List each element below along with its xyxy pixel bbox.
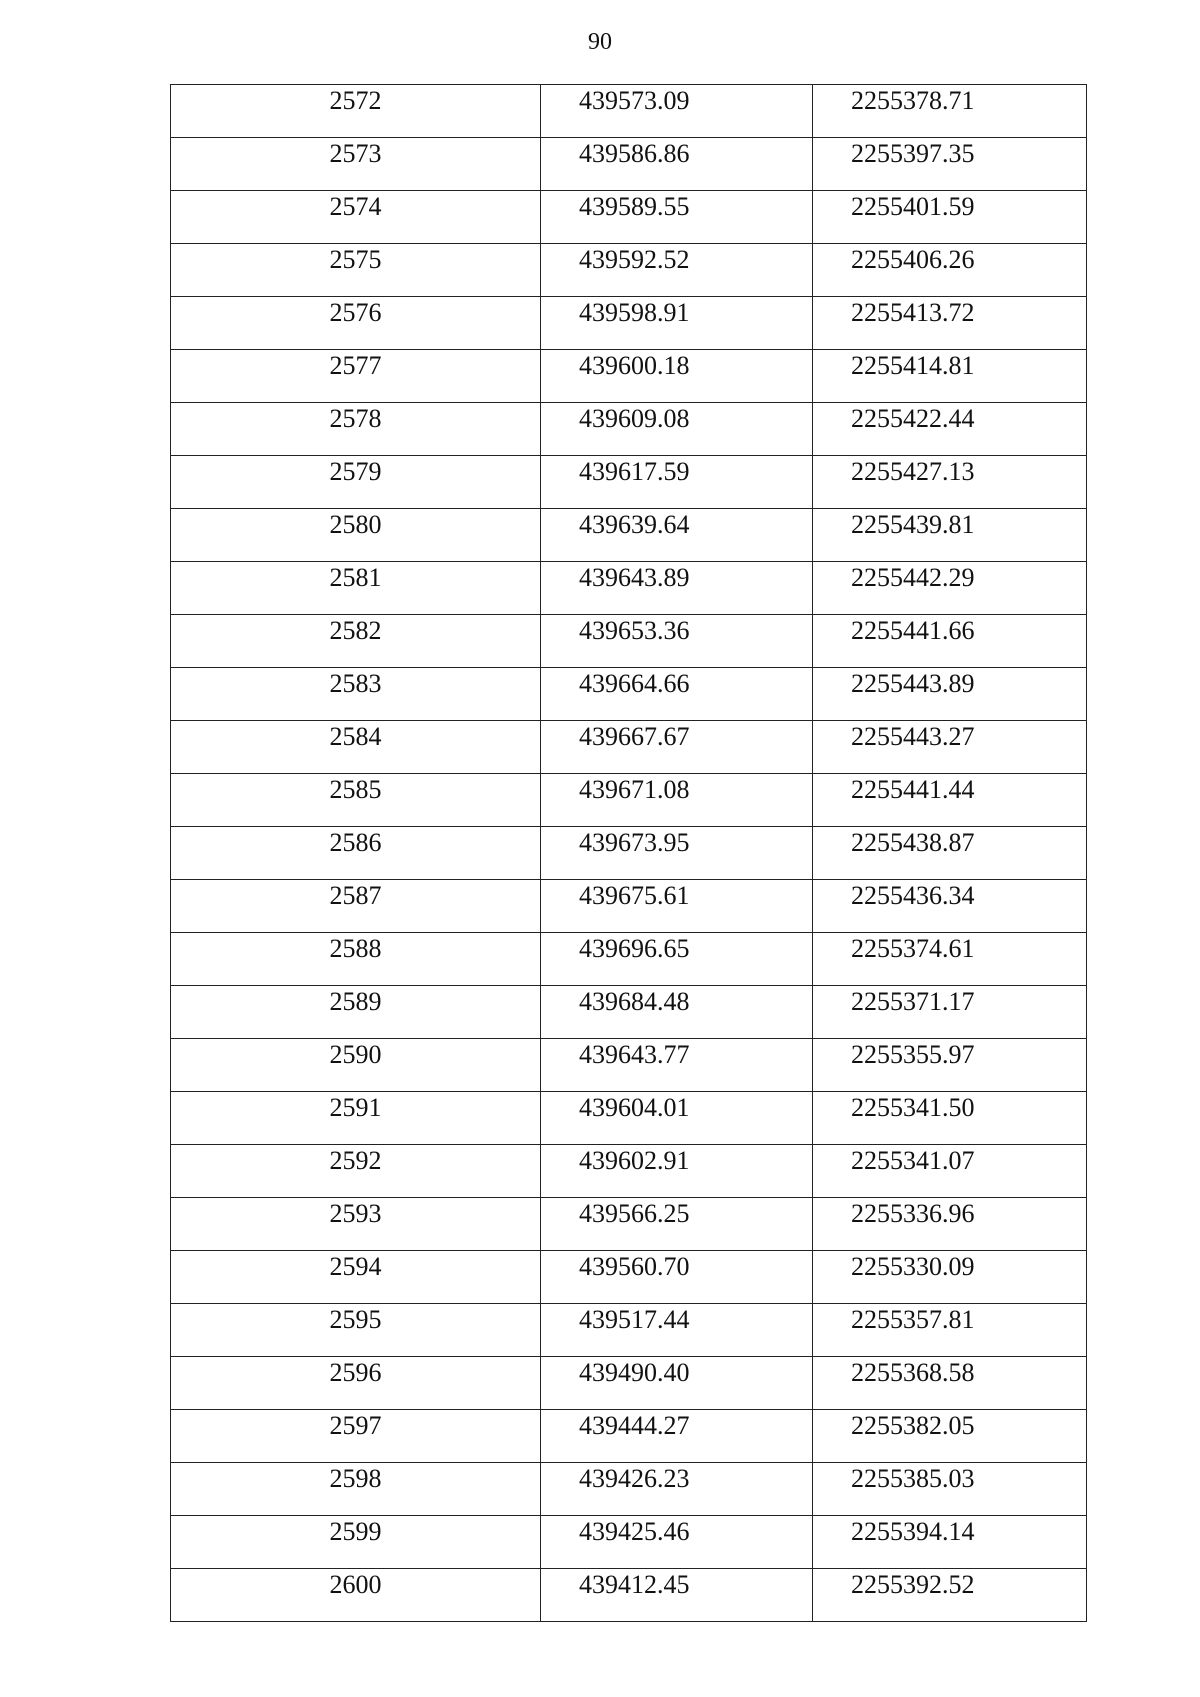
x-coordinate-cell	[541, 1516, 813, 1569]
y-coordinate-cell	[813, 880, 1087, 933]
cell-text: 2255441.66	[851, 616, 975, 645]
table-row	[171, 1516, 1087, 1569]
cell-text: 2578	[329, 404, 382, 433]
table-row	[171, 880, 1087, 933]
x-coordinate-cell	[541, 244, 813, 297]
cell-text: 2255414.81	[851, 351, 975, 380]
point-number-cell	[171, 933, 541, 986]
table-row	[171, 1569, 1087, 1622]
cell-text: 2590	[329, 1040, 382, 1069]
cell-text: 2255385.03	[851, 1464, 975, 1493]
cell-text: 2255443.27	[851, 722, 975, 751]
point-number-cell	[171, 1039, 541, 1092]
cell-text: 439425.46	[579, 1517, 690, 1546]
cell-text: 439566.25	[579, 1199, 690, 1228]
cell-text: 439573.09	[579, 86, 690, 115]
cell-text: 439602.91	[579, 1146, 690, 1175]
y-coordinate-cell	[813, 138, 1087, 191]
x-coordinate-cell	[541, 774, 813, 827]
point-number-cell	[171, 1569, 541, 1622]
cell-text: 2593	[329, 1199, 382, 1228]
cell-text: 2589	[329, 987, 382, 1016]
table-row	[171, 456, 1087, 509]
page-number: 90	[588, 29, 612, 55]
cell-text: 2587	[329, 881, 382, 910]
cell-text: 439586.86	[579, 139, 690, 168]
y-coordinate-cell	[813, 1516, 1087, 1569]
cell-text: 2255422.44	[851, 404, 975, 433]
cell-text: 2255442.29	[851, 563, 975, 592]
point-number-cell	[171, 244, 541, 297]
cell-text: 2588	[329, 934, 382, 963]
point-number-cell	[171, 191, 541, 244]
cell-text: 2255413.72	[851, 298, 975, 327]
point-number-cell	[171, 1516, 541, 1569]
table-row	[171, 509, 1087, 562]
y-coordinate-cell	[813, 244, 1087, 297]
x-coordinate-cell	[541, 562, 813, 615]
cell-text: 439684.48	[579, 987, 690, 1016]
table-row	[171, 933, 1087, 986]
cell-text: 439609.08	[579, 404, 690, 433]
point-number-cell	[171, 986, 541, 1039]
cell-text: 2595	[329, 1305, 382, 1334]
x-coordinate-cell	[541, 85, 813, 138]
x-coordinate-cell	[541, 350, 813, 403]
y-coordinate-cell	[813, 1039, 1087, 1092]
y-coordinate-cell	[813, 1304, 1087, 1357]
cell-text: 439653.36	[579, 616, 690, 645]
cell-text: 2596	[329, 1358, 382, 1387]
cell-text: 439412.45	[579, 1570, 690, 1599]
cell-text: 439664.66	[579, 669, 690, 698]
cell-text: 2255378.71	[851, 86, 975, 115]
cell-text: 2592	[329, 1146, 382, 1175]
cell-text: 2255371.17	[851, 987, 975, 1016]
table-row	[171, 138, 1087, 191]
point-number-cell	[171, 85, 541, 138]
x-coordinate-cell	[541, 880, 813, 933]
cell-text: 439617.59	[579, 457, 690, 486]
cell-text: 2586	[329, 828, 382, 857]
x-coordinate-cell	[541, 668, 813, 721]
cell-text: 439639.64	[579, 510, 690, 539]
point-number-cell	[171, 1463, 541, 1516]
y-coordinate-cell	[813, 1198, 1087, 1251]
cell-text: 439675.61	[579, 881, 690, 910]
point-number-cell	[171, 350, 541, 403]
table-row	[171, 562, 1087, 615]
table-row	[171, 721, 1087, 774]
y-coordinate-cell	[813, 85, 1087, 138]
point-number-cell	[171, 668, 541, 721]
cell-text: 2255374.61	[851, 934, 975, 963]
cell-text: 2255357.81	[851, 1305, 975, 1334]
y-coordinate-cell	[813, 562, 1087, 615]
point-number-cell	[171, 562, 541, 615]
point-number-cell	[171, 138, 541, 191]
cell-text: 439589.55	[579, 192, 690, 221]
y-coordinate-cell	[813, 668, 1087, 721]
x-coordinate-cell	[541, 1357, 813, 1410]
point-number-cell	[171, 403, 541, 456]
x-coordinate-cell	[541, 721, 813, 774]
x-coordinate-cell	[541, 509, 813, 562]
cell-text: 2255330.09	[851, 1252, 975, 1281]
point-number-cell	[171, 509, 541, 562]
cell-text: 439673.95	[579, 828, 690, 857]
cell-text: 2573	[329, 139, 382, 168]
x-coordinate-cell	[541, 1304, 813, 1357]
table-row	[171, 774, 1087, 827]
cell-text: 2574	[329, 192, 382, 221]
point-number-cell	[171, 1410, 541, 1463]
table-row	[171, 1251, 1087, 1304]
cell-text: 2572	[329, 86, 382, 115]
point-number-cell	[171, 297, 541, 350]
table-row	[171, 1145, 1087, 1198]
y-coordinate-cell	[813, 1251, 1087, 1304]
x-coordinate-cell	[541, 191, 813, 244]
cell-text: 2255355.97	[851, 1040, 975, 1069]
point-number-cell	[171, 827, 541, 880]
y-coordinate-cell	[813, 721, 1087, 774]
cell-text: 439643.77	[579, 1040, 690, 1069]
cell-text: 2600	[329, 1570, 382, 1599]
y-coordinate-cell	[813, 1357, 1087, 1410]
table-row	[171, 827, 1087, 880]
cell-text: 2255392.52	[851, 1570, 975, 1599]
cell-text: 2255397.35	[851, 139, 975, 168]
cell-text: 2597	[329, 1411, 382, 1440]
cell-text: 2583	[329, 669, 382, 698]
y-coordinate-cell	[813, 456, 1087, 509]
cell-text: 2255438.87	[851, 828, 975, 857]
x-coordinate-cell	[541, 1039, 813, 1092]
x-coordinate-cell	[541, 986, 813, 1039]
y-coordinate-cell	[813, 509, 1087, 562]
cell-text: 2577	[329, 351, 382, 380]
table-row	[171, 1357, 1087, 1410]
table-row	[171, 1198, 1087, 1251]
point-number-cell	[171, 774, 541, 827]
cell-text: 2255406.26	[851, 245, 975, 274]
x-coordinate-cell	[541, 615, 813, 668]
cell-text: 2575	[329, 245, 382, 274]
table-row	[171, 297, 1087, 350]
cell-text: 2255401.59	[851, 192, 975, 221]
cell-text: 2255382.05	[851, 1411, 975, 1440]
point-number-cell	[171, 721, 541, 774]
table-row	[171, 986, 1087, 1039]
cell-text: 439592.52	[579, 245, 690, 274]
point-number-cell	[171, 1145, 541, 1198]
cell-text: 439643.89	[579, 563, 690, 592]
cell-text: 439517.44	[579, 1305, 690, 1334]
y-coordinate-cell	[813, 1569, 1087, 1622]
cell-text: 2581	[329, 563, 382, 592]
point-number-cell	[171, 615, 541, 668]
x-coordinate-cell	[541, 827, 813, 880]
x-coordinate-cell	[541, 1092, 813, 1145]
point-number-cell	[171, 1198, 541, 1251]
table-row	[171, 615, 1087, 668]
y-coordinate-cell	[813, 403, 1087, 456]
y-coordinate-cell	[813, 1145, 1087, 1198]
x-coordinate-cell	[541, 403, 813, 456]
cell-text: 2598	[329, 1464, 382, 1493]
y-coordinate-cell	[813, 933, 1087, 986]
cell-text: 439598.91	[579, 298, 690, 327]
point-number-cell	[171, 456, 541, 509]
cell-text: 2255443.89	[851, 669, 975, 698]
cell-text: 2255336.96	[851, 1199, 975, 1228]
x-coordinate-cell	[541, 1463, 813, 1516]
x-coordinate-cell	[541, 1145, 813, 1198]
point-number-cell	[171, 1092, 541, 1145]
x-coordinate-cell	[541, 1198, 813, 1251]
x-coordinate-cell	[541, 1569, 813, 1622]
cell-text: 2255394.14	[851, 1517, 975, 1546]
cell-text: 2580	[329, 510, 382, 539]
y-coordinate-cell	[813, 986, 1087, 1039]
x-coordinate-cell	[541, 138, 813, 191]
cell-text: 439490.40	[579, 1358, 690, 1387]
cell-text: 2579	[329, 457, 382, 486]
y-coordinate-cell	[813, 191, 1087, 244]
y-coordinate-cell	[813, 350, 1087, 403]
cell-text: 2255341.07	[851, 1146, 975, 1175]
cell-text: 439696.65	[579, 934, 690, 963]
cell-text: 439426.23	[579, 1464, 690, 1493]
cell-text: 439444.27	[579, 1411, 690, 1440]
point-number-cell	[171, 1251, 541, 1304]
table-row	[171, 350, 1087, 403]
table-row	[171, 244, 1087, 297]
cell-text: 2255441.44	[851, 775, 975, 804]
cell-text: 2585	[329, 775, 382, 804]
cell-text: 439671.08	[579, 775, 690, 804]
cell-text: 2594	[329, 1252, 382, 1281]
cell-text: 2255368.58	[851, 1358, 975, 1387]
table-row	[171, 403, 1087, 456]
table-row	[171, 1092, 1087, 1145]
y-coordinate-cell	[813, 297, 1087, 350]
point-number-cell	[171, 880, 541, 933]
table-row	[171, 1304, 1087, 1357]
y-coordinate-cell	[813, 827, 1087, 880]
table-row	[171, 85, 1087, 138]
cell-text: 2255436.34	[851, 881, 975, 910]
y-coordinate-cell	[813, 1463, 1087, 1516]
cell-text: 2591	[329, 1093, 382, 1122]
table-row	[171, 1410, 1087, 1463]
x-coordinate-cell	[541, 933, 813, 986]
table-row	[171, 191, 1087, 244]
cell-text: 439600.18	[579, 351, 690, 380]
cell-text: 2584	[329, 722, 382, 751]
x-coordinate-cell	[541, 297, 813, 350]
x-coordinate-cell	[541, 1410, 813, 1463]
coordinates-table	[170, 84, 1087, 1622]
cell-text: 2582	[329, 616, 382, 645]
table-row	[171, 1039, 1087, 1092]
point-number-cell	[171, 1357, 541, 1410]
coordinates-table-body	[171, 85, 1087, 1622]
table-row	[171, 1463, 1087, 1516]
cell-text: 439560.70	[579, 1252, 690, 1281]
x-coordinate-cell	[541, 1251, 813, 1304]
cell-text: 2576	[329, 298, 382, 327]
cell-text: 439604.01	[579, 1093, 690, 1122]
cell-text: 2255439.81	[851, 510, 975, 539]
cell-text: 439667.67	[579, 722, 690, 751]
y-coordinate-cell	[813, 774, 1087, 827]
cell-text: 2255427.13	[851, 457, 975, 486]
y-coordinate-cell	[813, 1410, 1087, 1463]
x-coordinate-cell	[541, 456, 813, 509]
y-coordinate-cell	[813, 615, 1087, 668]
y-coordinate-cell	[813, 1092, 1087, 1145]
point-number-cell	[171, 1304, 541, 1357]
cell-text: 2255341.50	[851, 1093, 975, 1122]
cell-text: 2599	[329, 1517, 382, 1546]
table-row	[171, 668, 1087, 721]
